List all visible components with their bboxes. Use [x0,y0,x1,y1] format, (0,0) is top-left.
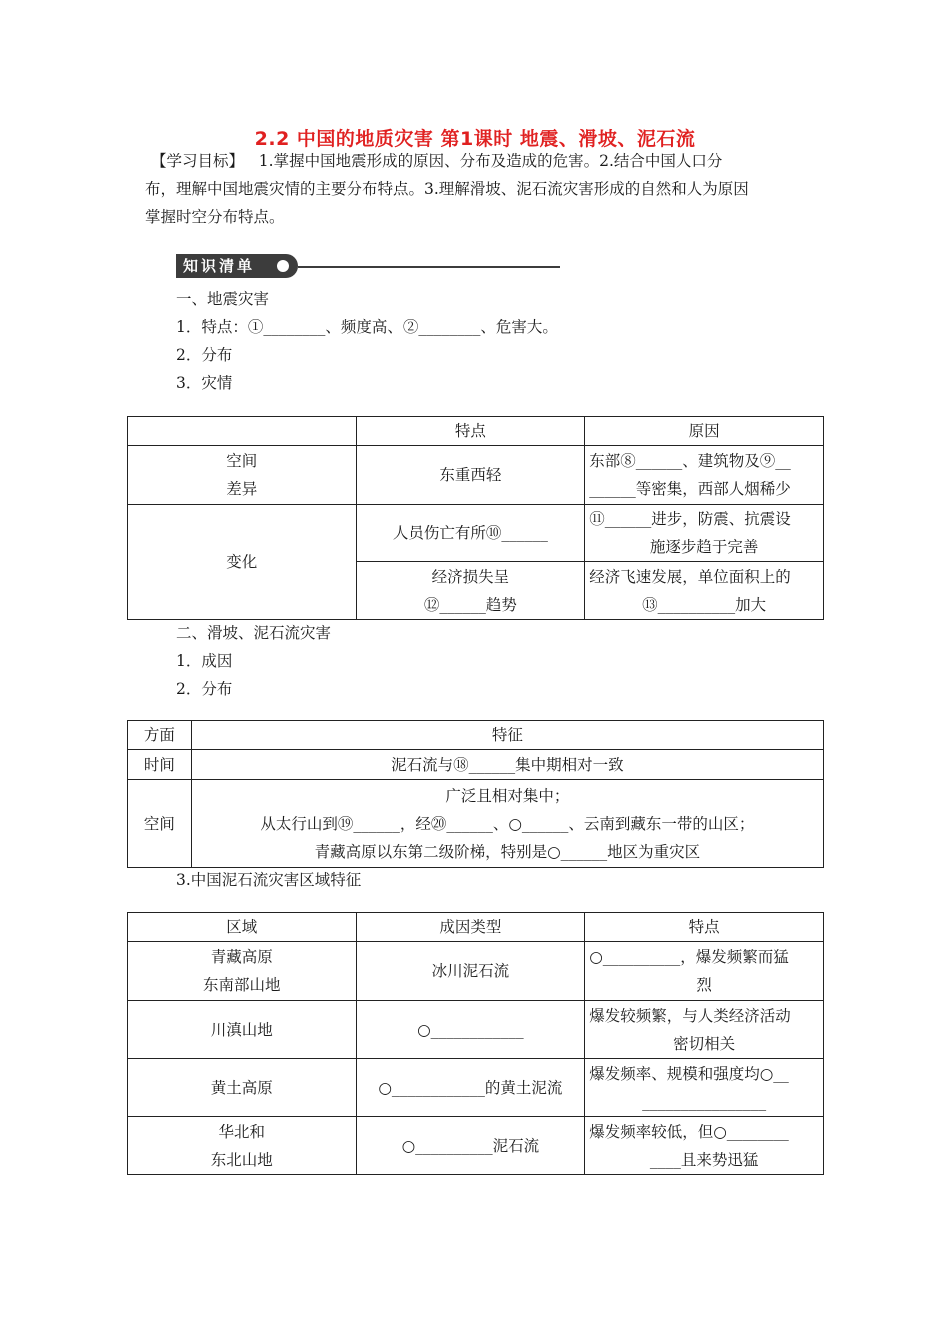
table1-change2-reason [585,562,824,620]
region-cell: 川滇山地 [128,1001,357,1059]
feature-line-1: 爆发频率较低，但○________ [589,1122,789,1141]
section3-heading: 3.中国泥石流灾害区域特征 [176,871,362,889]
table1-header-empty [128,417,357,446]
section2-heading: 二、滑坡、泥石流灾害 [176,624,332,642]
feature-line-1: ○__________，爆发频繁而猛 [589,948,789,966]
banner-label: 知识清单 [176,254,298,278]
feature-cell [585,1117,824,1175]
table-row [128,1059,824,1117]
goals-line-1: 1.掌握中国地震形成的原因、分布及造成的危害。2.结合中国人口分 [244,152,723,170]
feature-line-2: 密切相关 [673,1034,736,1053]
table2-header-feature: 特征 [191,721,823,750]
table2-time-text: 泥石流与⑱______集中期相对一致 [191,750,823,780]
table1-change2-feature [356,562,585,620]
type-cell: ○__________泥石流 [356,1117,585,1175]
table3-header-feature: 特点 [585,913,824,942]
knowledge-list-banner [176,254,560,278]
table2-space-label: 空间 [128,780,192,868]
table1-space-reason-1: 东部⑧______、建筑物及⑨__ [589,452,791,470]
section2-item-1: 1．成因 [176,652,233,670]
goals-line-3: 掌握时空分布特点。 [145,208,285,226]
feature-line-2: 烈 [696,976,712,994]
type-cell: ○____________的黄土泥流 [356,1059,585,1117]
table1-header-feature: 特点 [356,417,585,446]
banner-rule [298,266,560,268]
type-cell: 冰川泥石流 [356,942,585,1001]
goals-label: 【学习目标】 [151,152,245,170]
region-line-2: 东北山地 [210,1150,273,1169]
banner-dot-icon [277,260,289,272]
section1-item-1: 1．特点：①________、频度高、②________、危害大。 [176,318,558,336]
table1-change-label: 变化 [128,505,357,620]
feature-line-2: ________________ [642,1092,767,1111]
table-row [128,1001,824,1059]
table3-header-type: 成因类型 [356,913,585,942]
feature-cell [585,942,824,1001]
disaster-situation-table [127,416,824,620]
table-row [128,942,824,1001]
section2-item-2: 2．分布 [176,680,233,698]
table2-header-aspect: 方面 [128,721,192,750]
table1-change2-feature-1: 经济损失呈 [431,567,510,586]
feature-line-1: 爆发频率、规模和强度均○__ [589,1064,789,1083]
table1-change1-reason-1: ⑪______进步，防震、抗震设 [589,510,791,528]
table-row [128,1117,824,1175]
table1-space-reason [585,446,824,505]
feature-line-2: ____且来势迅猛 [649,1150,759,1169]
table1-change2-reason-2: ⑬__________加大 [642,595,767,614]
table1-space-label [128,446,357,505]
table2-time-label: 时间 [128,750,192,780]
table1-space-label-1: 空间 [226,452,258,470]
section1-heading: 一、地震灾害 [176,290,270,308]
goals-line-2: 布，理解中国地震灾情的主要分布特点。3.理解滑坡、泥石流灾害形成的自然和人为原因 [145,180,749,198]
table1-space-feature: 东重西轻 [356,446,585,505]
table2-space-cell [191,780,823,868]
table2-space-line-1: 广泛且相对集中； [445,786,570,805]
table1-change1-feature: 人员伤亡有所⑩______ [356,505,585,562]
region-cell [128,942,357,1001]
table1-change2-feature-2: ⑫______趋势 [423,595,517,614]
region-cell [128,1117,357,1175]
table2-space-line-2: 从太行山到⑲______，经⑳______、○______、云南到藏东一带的山区； [260,814,755,833]
region-line-1: 青藏高原 [210,948,273,966]
table3-header-region: 区域 [128,913,357,942]
table1-space-reason-2: ______等密集，西部人烟稀少 [589,480,791,498]
region-cell: 黄土高原 [128,1059,357,1117]
table1-change1-reason [585,505,824,562]
debris-flow-region-table [127,912,824,1175]
table1-change2-reason-1: 经济飞速发展，单位面积上的 [589,567,791,586]
table1-space-label-2: 差异 [226,480,258,498]
table2-space-line-3: 青藏高原以东第二级阶梯，特别是○______地区为重灾区 [314,842,701,861]
learning-goals [145,147,820,231]
landslide-distribution-table [127,720,824,868]
type-cell: ○____________ [356,1001,585,1059]
section1-item-2: 2．分布 [176,346,233,364]
page-title: 2.2 中国的地质灾害 第1课时 地震、滑坡、泥石流 [254,128,696,150]
region-line-2: 东南部山地 [203,976,281,994]
table1-header-reason: 原因 [585,417,824,446]
section1-item-3: 3．灾情 [176,374,233,392]
feature-line-1: 爆发较频繁，与人类经济活动 [589,1006,791,1025]
table1-change1-reason-2: 施逐步趋于完善 [649,538,759,556]
feature-cell [585,1059,824,1117]
region-line-1: 华北和 [218,1122,266,1141]
feature-cell [585,1001,824,1059]
